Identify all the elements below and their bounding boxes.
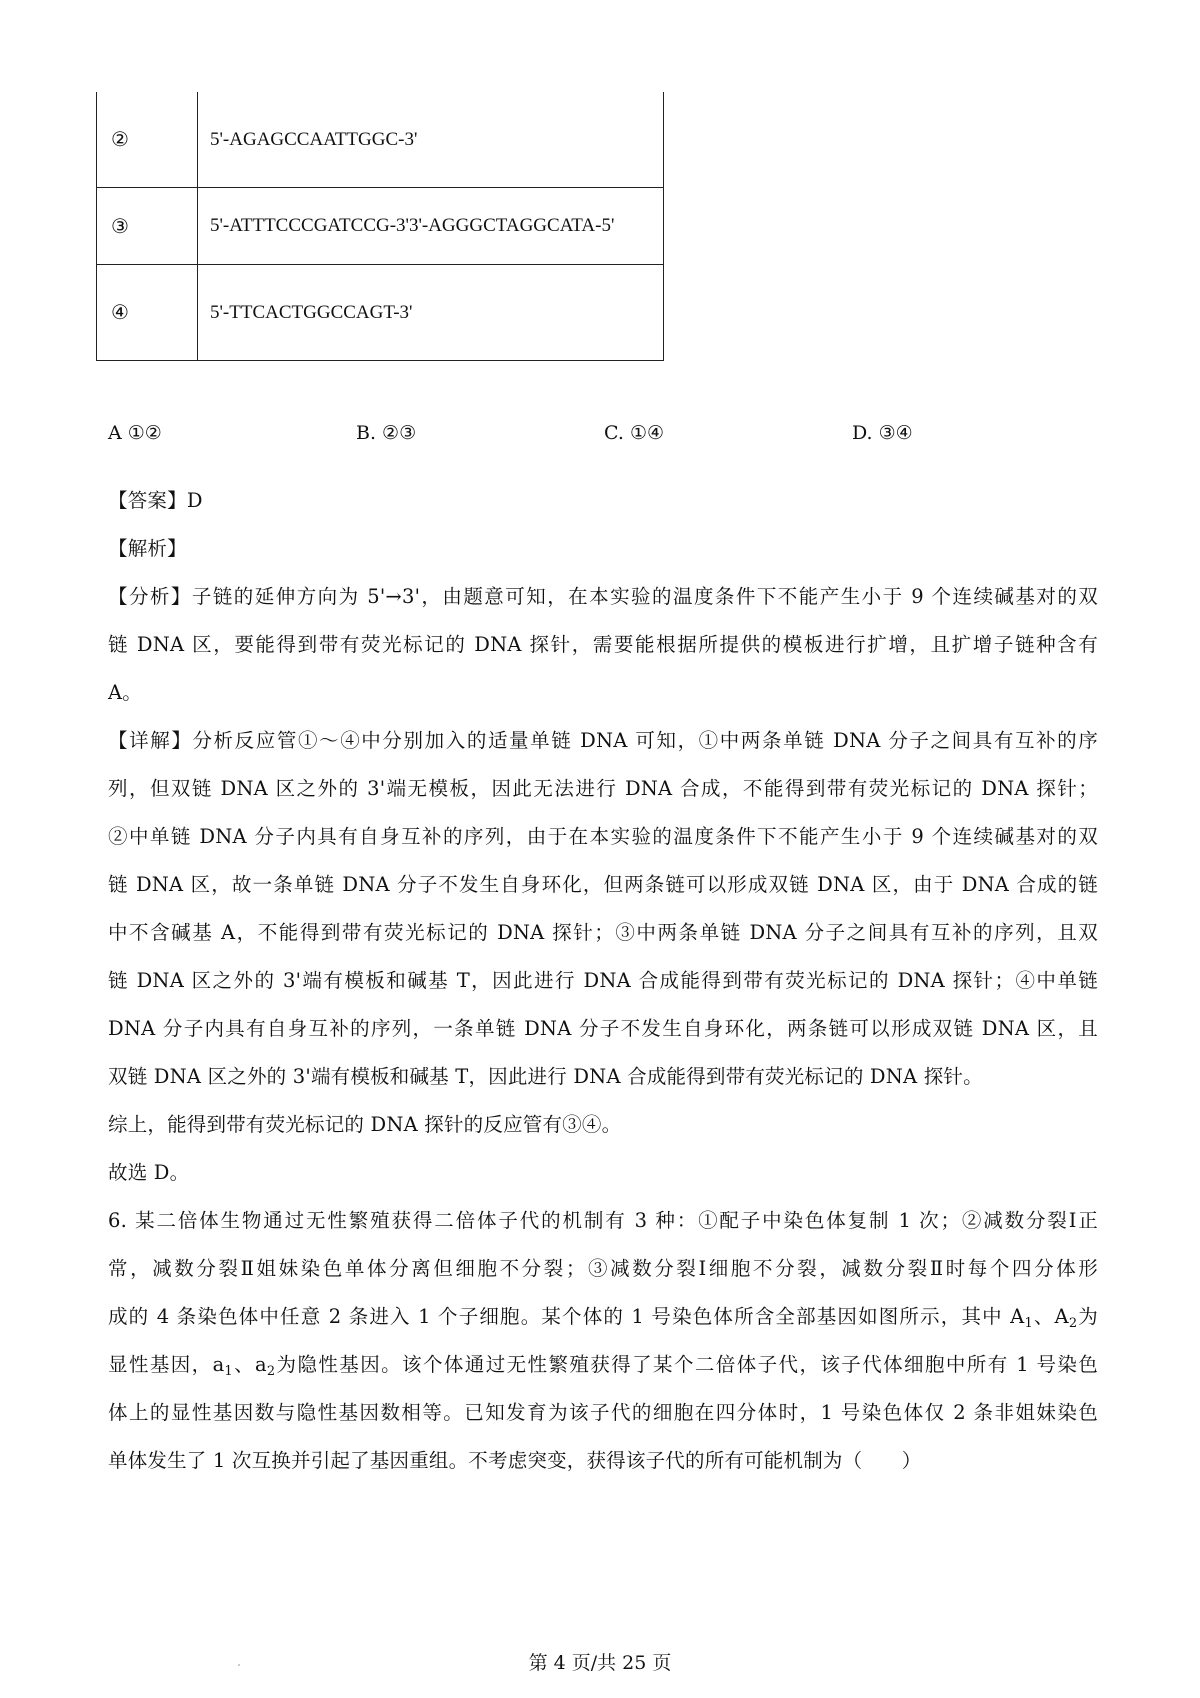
answer-value: D bbox=[186, 489, 203, 512]
q6-line-3-text: 成的 4 条染色体中任意 2 条进入 1 个子细胞。某个体的 1 号染色体所含全部基因如图所示，其中 A bbox=[108, 1305, 1025, 1328]
xiangjie-line-3: ②中单链 DNA 分子内具有自身互补的序列，由于在本实验的温度条件下不能产生小于 9 个连续碱基对的双 bbox=[108, 825, 1098, 848]
xiangjie-line-6: 链 DNA 区之外的 3'端有模板和碱基 T，因此进行 DNA 合成能得到带有荧光标记的 DNA 探针；④中单链 bbox=[108, 969, 1098, 992]
q6-line-6: 单体发生了 1 次互换并引起了基因重组。不考虑突变，获得该子代的所有可能机制为（ ） bbox=[108, 1449, 922, 1472]
xiangjie-line-7: DNA 分子内具有自身互补的序列，一条单链 DNA 分子不发生自身环化，两条链可以形成双链 DNA 区，且 bbox=[108, 1017, 1098, 1040]
row-sequence: 5'-ATTTCCCGATCCG-3'3'-AGGGCTAGGCATA-5' bbox=[198, 188, 664, 265]
q6-line-3-text: 为 bbox=[1077, 1305, 1098, 1328]
answer-line bbox=[108, 477, 1098, 525]
q6-line-1: 6. 某二倍体生物通过无性繁殖获得二倍体子代的机制有 3 种：①配子中染色体复制 1 次；②减数分裂Ⅰ正 bbox=[108, 1209, 1098, 1232]
xiangjie-line-5: 中不含碱基 A，不能得到带有荧光标记的 DNA 探针；③中两条单链 DNA 分子之间具有互补的序列，且双 bbox=[108, 921, 1098, 944]
xiangjie-line-4: 链 DNA 区，故一条单链 DNA 分子不发生自身环化，但两条链可以形成双链 DNA 区，由于 DNA 合成的链 bbox=[108, 873, 1098, 896]
answer-options bbox=[0, 422, 1200, 452]
option-b: B. ②③ bbox=[356, 422, 417, 444]
fenxi-line-2: 链 DNA 区，要能得到带有荧光标记的 DNA 探针，需要能根据所提供的模板进行扩增，且扩增子链种含有 bbox=[108, 633, 1098, 656]
fenxi-line-1 bbox=[108, 573, 1098, 621]
subscript: 1 bbox=[224, 1364, 233, 1379]
row-number: ④ bbox=[97, 265, 198, 361]
summary-line: 综上，能得到带有荧光标记的 DNA 探针的反应管有③④。 bbox=[108, 1113, 622, 1136]
row-sequence: 5'-TTCACTGGCCAGT-3' bbox=[198, 265, 664, 361]
q6-line-4-text: 、a bbox=[232, 1353, 267, 1376]
fenxi-text: 子链的延伸方向为 5'→3'，由题意可知，在本实验的温度条件下不能产生小于 9 个连续碱基对的双 bbox=[191, 585, 1098, 608]
q6-line-4-text: 为隐性基因。该个体通过无性繁殖获得了某个二倍体子代，该子代体细胞中所有 1 号染色 bbox=[275, 1353, 1098, 1376]
option-c: C. ①④ bbox=[604, 422, 665, 444]
xiangjie-text: 分析反应管①～④中分别加入的适量单链 DNA 可知，①中两条单链 DNA 分子之间具有互补的序 bbox=[192, 729, 1098, 752]
xiangjie-line-2: 列，但双链 DNA 区之外的 3'端无模板，因此无法进行 DNA 合成，不能得到带有荧光标记的 DNA 探针； bbox=[108, 777, 1098, 800]
xiangjie-line-1 bbox=[108, 717, 1098, 765]
table-row bbox=[97, 265, 664, 361]
subscript: 2 bbox=[1068, 1316, 1078, 1331]
q6-line-4-text: 显性基因，a bbox=[108, 1353, 225, 1376]
analysis-heading: 【解析】 bbox=[108, 537, 187, 560]
page-footer: 第 4 页/共 25 页 bbox=[528, 1652, 672, 1674]
q6-line-3 bbox=[108, 1293, 1098, 1348]
option-a: A ①② bbox=[108, 422, 162, 444]
sequence-table bbox=[96, 92, 664, 361]
table-row bbox=[97, 92, 664, 188]
xiangjie-line-8: 双链 DNA 区之外的 3'端有模板和碱基 T，因此进行 DNA 合成能得到带有荧光标记的 DNA 探针。 bbox=[108, 1065, 983, 1088]
subscript: 2 bbox=[266, 1364, 276, 1379]
choose-line: 故选 D。 bbox=[108, 1161, 190, 1184]
q6-line-3-text: 、A bbox=[1032, 1305, 1069, 1328]
xiangjie-label: 【详解】 bbox=[108, 729, 193, 752]
row-sequence: 5'-AGAGCCAATTGGC-3' bbox=[198, 92, 664, 188]
row-number: ③ bbox=[97, 188, 198, 265]
fenxi-line-3: A。 bbox=[108, 681, 142, 704]
q6-line-4 bbox=[108, 1341, 1098, 1396]
row-number: ② bbox=[97, 92, 198, 188]
fenxi-label: 【分析】 bbox=[108, 585, 192, 608]
answer-label: 【答案】 bbox=[108, 489, 187, 512]
q6-line-5: 体上的显性基因数与隐性基因数相等。已知发育为该子代的细胞在四分体时，1 号染色体仅 2 条非姐妹染色 bbox=[108, 1401, 1098, 1424]
table-row bbox=[97, 188, 664, 265]
q6-line-2: 常，减数分裂Ⅱ姐妹染色单体分离但细胞不分裂；③减数分裂Ⅰ细胞不分裂，减数分裂Ⅱ时每个四分体形 bbox=[108, 1257, 1098, 1280]
subscript: 1 bbox=[1024, 1316, 1033, 1331]
option-d: D. ③④ bbox=[852, 422, 913, 444]
